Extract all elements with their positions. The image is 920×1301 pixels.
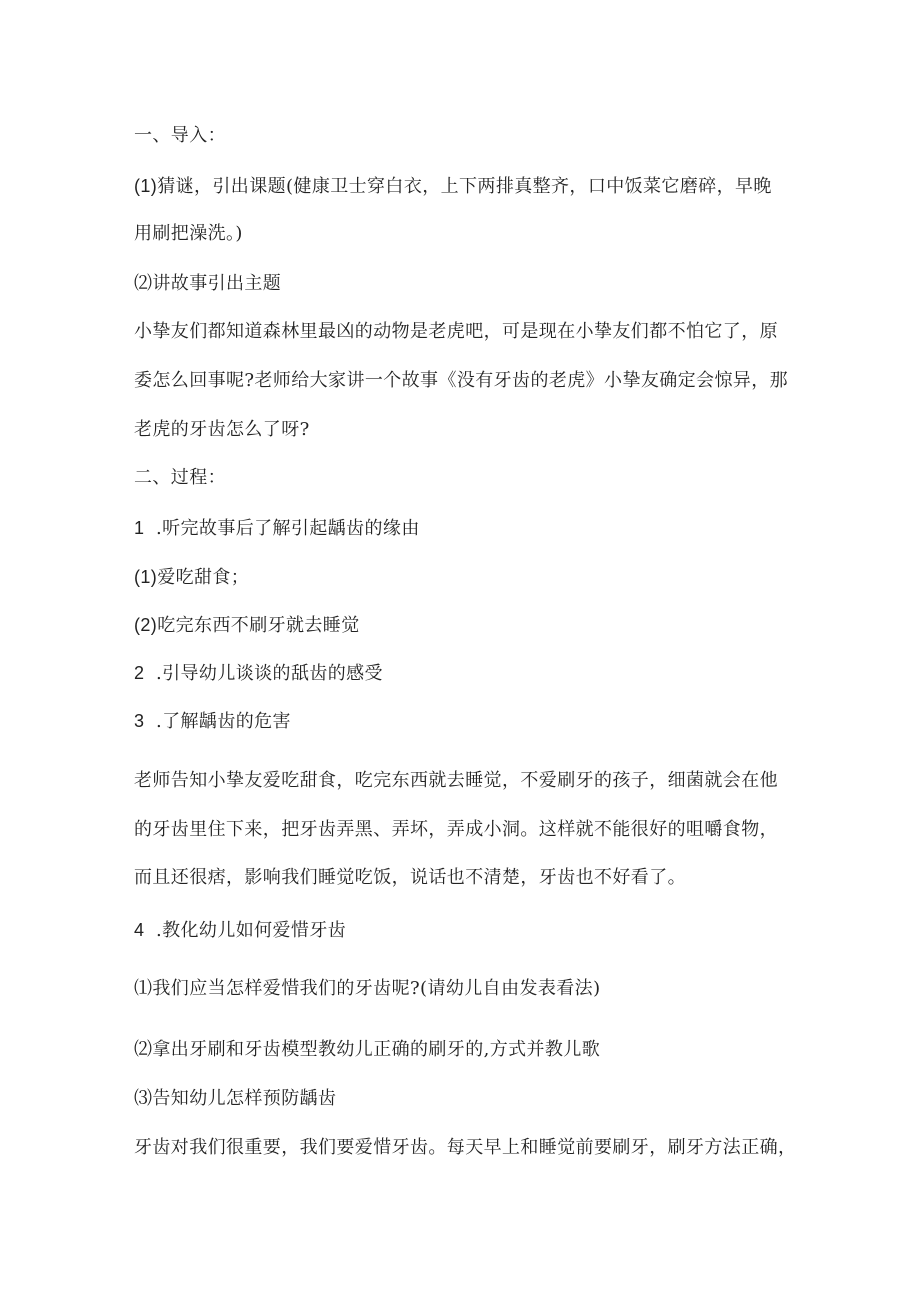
item-text: 吃完东西不刷牙就去睡觉 — [157, 615, 360, 636]
section-heading-process — [134, 466, 226, 490]
story-paragraph-line — [134, 418, 310, 442]
section-heading-process-text: 二、过程： — [134, 467, 226, 488]
item-text: ⑵拿出牙刷和牙齿模型教幼儿正确的刷牙的,方式并教儿歌 — [134, 1039, 601, 1060]
item-number: (2) — [134, 615, 158, 635]
paragraph-text: 老师告知小挚友爱吃甜食，吃完东西就去睡觉，不爱刷牙的孩子，细菌就会在他 — [134, 770, 778, 791]
step-4 — [134, 918, 346, 943]
harm-paragraph-line — [134, 818, 778, 842]
step-text: .听完故事后了解引起龋齿的缘由 — [156, 518, 420, 539]
paragraph-text: 牙齿对我们很重要，我们要爱惜牙齿。每天早上和睡觉前要刷牙，刷牙方法正确， — [134, 1137, 797, 1158]
section-heading-intro-text: 一、导入： — [134, 125, 226, 146]
item-text: 用刷把澡洗。) — [134, 223, 243, 244]
step-number: 2 — [134, 663, 145, 683]
step-text: .了解龋齿的危害 — [156, 711, 291, 732]
item-text: 爱吃甜食； — [157, 567, 250, 588]
step-text: .引导幼儿谈谈的舐齿的感受 — [156, 663, 383, 684]
sub-item-3 — [134, 1087, 336, 1111]
step-3 — [134, 709, 291, 734]
step-1 — [134, 516, 420, 541]
step-number: 3 — [134, 711, 145, 731]
step-2 — [134, 661, 383, 686]
story-paragraph-line — [134, 320, 778, 344]
paragraph-text: 的牙齿里住下来，把牙齿弄黑、弄坏，弄成小洞。这样就不能很好的咀嚼食物， — [134, 819, 778, 840]
cause-item-1 — [134, 565, 249, 590]
sub-item-2 — [134, 1038, 600, 1062]
paragraph-text: 委怎么回事呢?老师给大家讲一个故事《没有牙齿的老虎》小挚友确定会惊异，那 — [134, 370, 789, 391]
item-text: ⑵讲故事引出主题 — [134, 273, 282, 294]
paragraph-text: 小挚友们都知道森林里最凶的动物是老虎吧，可是现在小挚友们都不怕它了，原 — [134, 321, 778, 342]
sub-item-1 — [134, 977, 601, 1001]
step-number: 4 — [134, 920, 145, 940]
harm-paragraph-line — [134, 769, 778, 793]
step-text: .教化幼儿如何爱惜牙齿 — [156, 920, 347, 941]
item-number: (1) — [134, 567, 158, 587]
closing-paragraph-line — [134, 1136, 796, 1160]
item-guess-riddle-continuation — [134, 222, 243, 246]
item-tell-story — [134, 272, 281, 296]
paragraph-text: 老虎的牙齿怎么了呀? — [134, 419, 310, 440]
step-number: 1 — [134, 518, 145, 538]
harm-paragraph-line — [134, 866, 686, 890]
story-paragraph-line — [134, 369, 788, 393]
item-guess-riddle — [134, 174, 772, 199]
item-text: ⑶告知幼儿怎样预防龋齿 — [134, 1088, 337, 1109]
item-text: ⑴我们应当怎样爱惜我们的牙齿呢?(请幼儿自由发表看法) — [134, 978, 601, 999]
item-text: 猜谜，引出课题(健康卫士穿白衣，上下两排真整齐，口中饭菜它磨碎，早晚 — [157, 176, 772, 197]
section-heading-intro — [134, 124, 226, 148]
paragraph-text: 而且还很痞，影响我们睡觉吃饭，说话也不清楚，牙齿也不好看了。 — [134, 867, 686, 888]
item-number: (1) — [134, 176, 158, 196]
cause-item-2 — [134, 613, 360, 638]
